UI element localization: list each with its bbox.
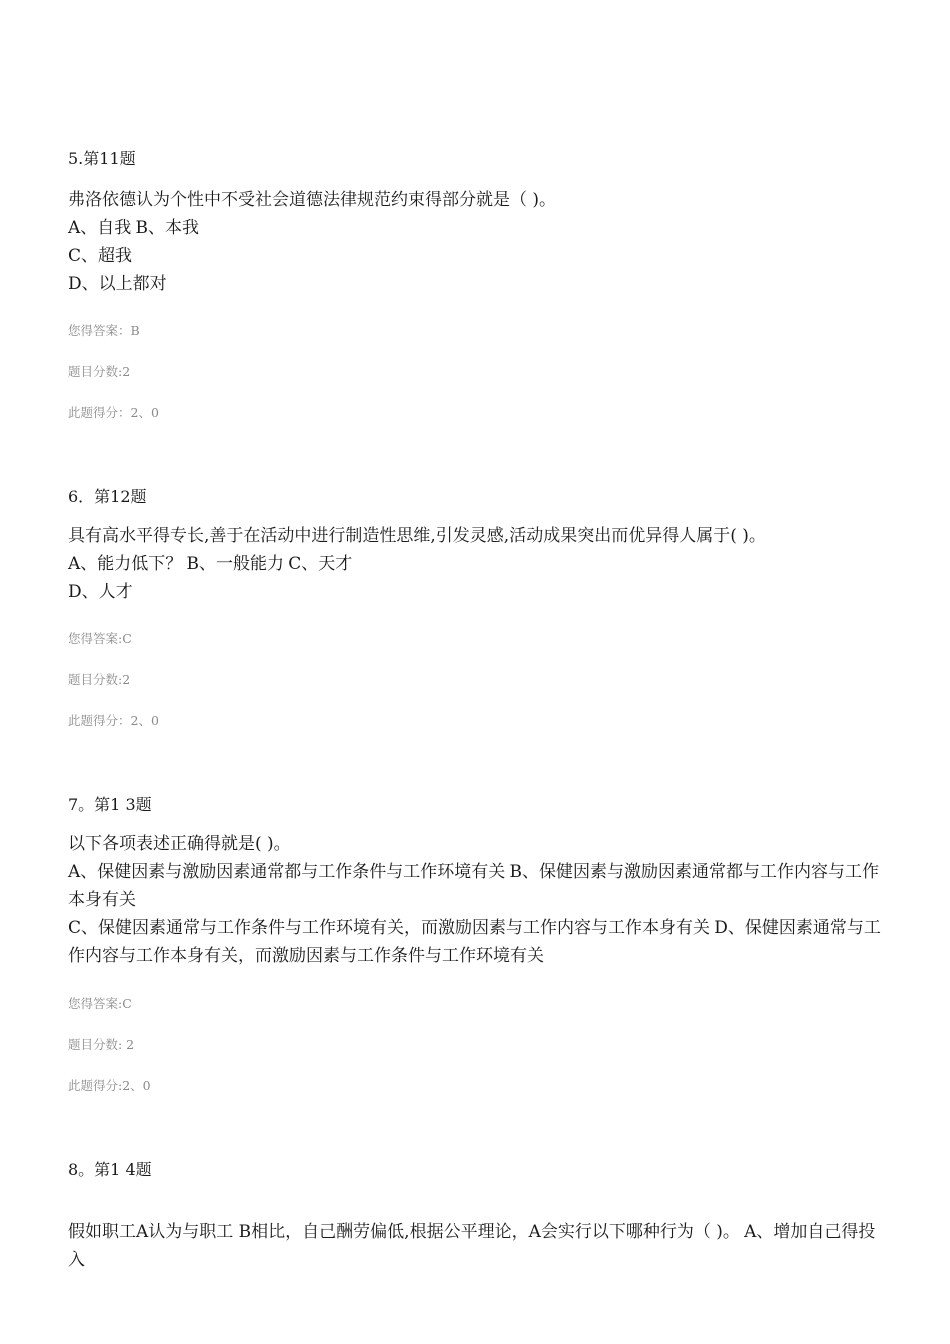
your-answer: 您得答案:C bbox=[68, 996, 132, 1011]
earned-score: 此题得分：2、0 bbox=[68, 713, 159, 728]
question-body bbox=[68, 522, 888, 606]
option-line: C、保健因素通常与工作条件与工作环境有关，而激励因素与工作内容与工作本身有关 D、保健因素通常与工作内容与工作本身有关，而激励因素与工作条件与工作环境有关 bbox=[68, 918, 881, 966]
question-title: 8。第1 4题 bbox=[68, 1160, 152, 1179]
option-line: A、自我 B、本我 bbox=[68, 218, 200, 238]
question-title: 6．第12题 bbox=[68, 487, 147, 506]
earned-score: 此题得分：2、0 bbox=[68, 405, 159, 420]
your-answer: 您得答案：B bbox=[68, 323, 140, 338]
question-score: 题目分数: 2 bbox=[68, 1037, 135, 1052]
your-answer: 您得答案:C bbox=[68, 631, 132, 646]
earned-score: 此题得分:2、0 bbox=[68, 1078, 151, 1093]
question-body bbox=[68, 186, 888, 298]
question-body bbox=[68, 1218, 888, 1274]
option-line: C、超我 bbox=[68, 246, 133, 266]
option-line: A、能力低下？ B、一般能力 C、天才 bbox=[68, 554, 353, 574]
option-line: A、保健因素与激励因素通常都与工作条件与工作环境有关 B、保健因素与激励因素通常都与工作内容与工作本身有关 bbox=[68, 862, 880, 910]
question-stem: 弗洛依德认为个性中不受社会道德法律规范约束得部分就是（ )。 bbox=[68, 190, 557, 210]
option-line: D、人才 bbox=[68, 582, 133, 602]
question-stem: 以下各项表述正确得就是( )。 bbox=[68, 834, 291, 854]
question-score: 题目分数:2 bbox=[68, 364, 131, 379]
question-body bbox=[68, 830, 888, 970]
option-line: D、以上都对 bbox=[68, 274, 167, 294]
question-stem: 假如职工A认为与职工 B相比，自己酬劳偏低,根据公平理论，A会实行以下哪种行为（ )。 A、增加自己得投入 bbox=[68, 1222, 876, 1270]
question-stem: 具有高水平得专长,善于在活动中进行制造性思维,引发灵感,活动成果突出而优异得人属于( )。 bbox=[68, 526, 766, 546]
question-title: 5.第11题 bbox=[68, 149, 136, 168]
question-score: 题目分数:2 bbox=[68, 672, 131, 687]
question-title: 7。第1 3题 bbox=[68, 795, 152, 814]
